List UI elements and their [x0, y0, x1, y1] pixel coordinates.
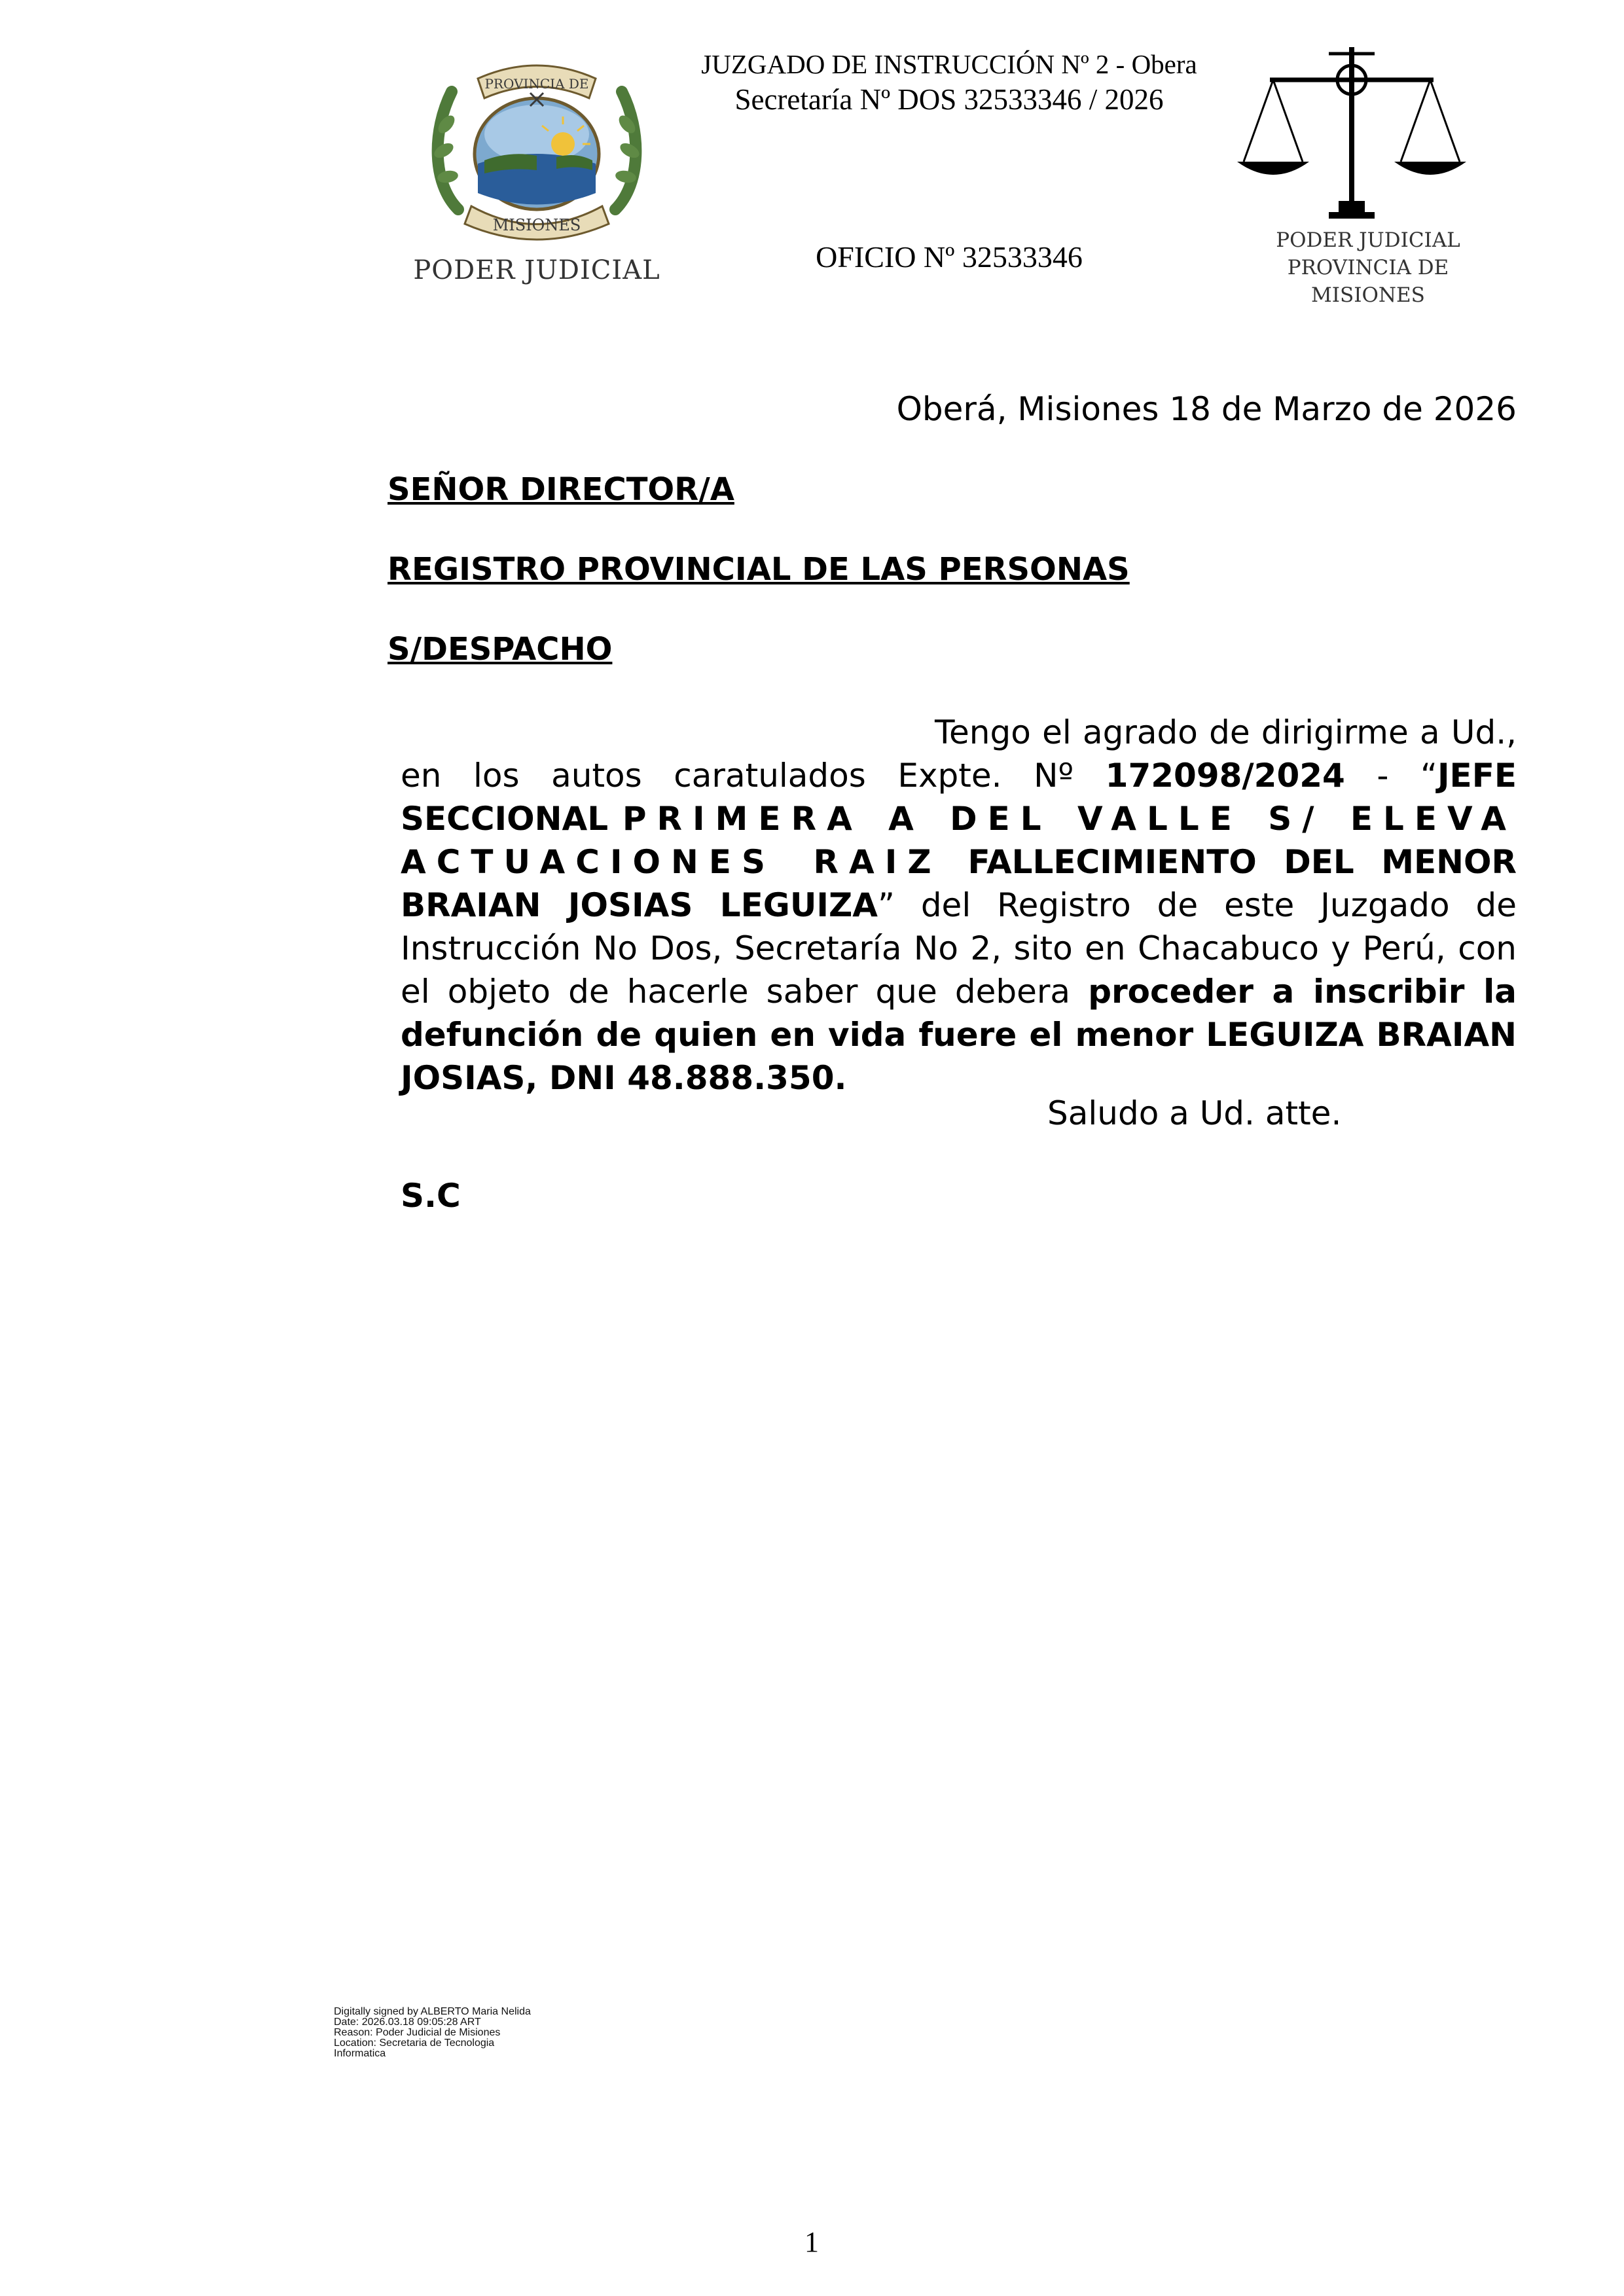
- misiones-emblem-icon: [406, 52, 668, 249]
- body-order-text: proceder a inscribir la defunción de quien en vida fuere el menor LEGUIZA BRAIAN JOSIAS, DNI 48.888.350.: [401, 973, 1517, 1097]
- letter-closing: Saludo a Ud. atte.: [1047, 1094, 1342, 1132]
- signature-line-date: Date: 2026.03.18 09:05:28 ART: [334, 2017, 481, 2028]
- scales-of-justice-icon: [1231, 41, 1506, 224]
- case-title-line1: JEFE SECCIONAL: [401, 757, 1517, 838]
- body-middle-text: ” del Registro de este Juzgado de Instrucción No Dos, Secretaría No 2, sito en Chacabuco y Perú, con el objeto de hacerle saber que debera: [401, 886, 1517, 1011]
- letter-sc-mark: S.C: [401, 1177, 461, 1215]
- poder-judicial-emblem-logo: [406, 52, 668, 288]
- recipient-title: SEÑOR DIRECTOR/A: [388, 471, 734, 508]
- recipient-organization: REGISTRO PROVINCIAL DE LAS PERSONAS: [388, 551, 1130, 588]
- signature-line-location-cont: Informatica: [334, 2048, 386, 2059]
- page-number: 1: [804, 2226, 819, 2258]
- letter-date: Oberá, Misiones 18 de Marzo de 2026: [896, 390, 1517, 428]
- case-title-line3: FALLECIMIENTO DEL MENOR BRAIAN JOSIAS LEGUIZA: [401, 843, 1517, 924]
- recipient-dispatch: S/DESPACHO: [388, 631, 613, 668]
- svg-text:MISIONES: MISIONES: [492, 216, 581, 234]
- right-logo-caption: [1231, 226, 1506, 309]
- case-title-line2: PRIMERA A DEL VALLE S/ ELEVA ACTUACIONES RAIZ: [401, 800, 1517, 881]
- signature-line-reason: Reason: Poder Judicial de Misiones: [334, 2027, 501, 2038]
- digital-signature-block: [334, 2007, 596, 2059]
- case-file-number: 172098/2024: [1105, 757, 1345, 795]
- letter-body-paragraph: [401, 711, 1517, 1100]
- svg-text:PROVINCIA DE: PROVINCIA DE: [484, 76, 589, 92]
- secretaria-number: Secretaría Nº DOS 32533346 / 2026: [734, 83, 1164, 116]
- court-name: JUZGADO DE INSTRUCCIÓN Nº 2 - Obera: [701, 49, 1197, 79]
- right-logo-caption-line2: PROVINCIA DE MISIONES: [1287, 256, 1449, 307]
- left-logo-caption: PODER JUDICIAL: [413, 255, 660, 285]
- oficio-number: OFICIO Nº 32533346: [816, 240, 1083, 274]
- right-logo-caption-line1: PODER JUDICIAL: [1276, 228, 1460, 252]
- signature-line-signer: Digitally signed by ALBERTO Maria Nelida: [334, 2006, 531, 2017]
- poder-judicial-scales-logo: [1231, 41, 1506, 307]
- signature-line-location: Location: Secretaria de Tecnologia: [334, 2037, 495, 2049]
- body-dash-text: - “: [1344, 757, 1437, 795]
- body-intro-text: Tengo el agrado de dirigirme a Ud., en los autos caratulados Expte. Nº: [401, 713, 1517, 795]
